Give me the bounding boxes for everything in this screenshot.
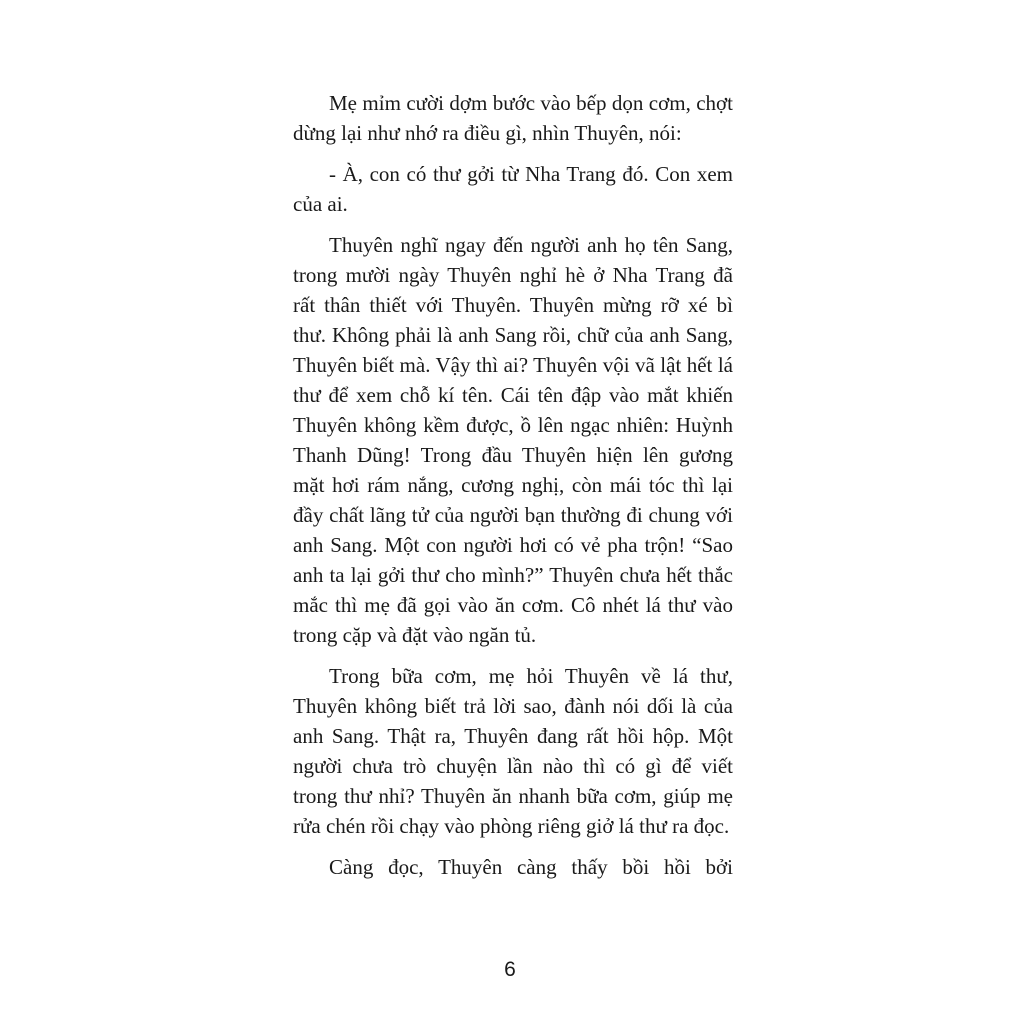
paragraph-1: Mẹ mỉm cười dợm bước vào bếp dọn cơm, chợt dừng lại như nhớ ra điều gì, nhìn Thuyên, nói: (293, 91, 733, 145)
paragraph-2: - À, con có thư gởi từ Nha Trang đó. Con xem của ai. (293, 162, 733, 216)
paragraph-5: Càng đọc, Thuyên càng thấy bồi hồi bởi (329, 855, 733, 879)
body-text (293, 88, 733, 893)
paragraph-4: Trong bữa cơm, mẹ hỏi Thuyên về lá thư, Thuyên không biết trả lời sao, đành nói dối là của anh Sang. Thật ra, Thuyên đang rất hồi hộp. Một người chưa trò chuyện lần nào thì có gì để viết trong thư nhỉ? Thuyên ăn nhanh bữa cơm, giúp mẹ rửa chén rồi chạy vào phòng riêng giở lá thư ra đọc. (293, 664, 733, 838)
page-number: 6 (504, 958, 516, 981)
paragraph-3: Thuyên nghĩ ngay đến người anh họ tên Sang, trong mười ngày Thuyên nghỉ hè ở Nha Trang đã rất thân thiết với Thuyên. Thuyên mừng rỡ xé bì thư. Không phải là anh Sang rồi, chữ của anh Sang, Thuyên biết mà. Vậy thì ai? Thuyên vội vã lật hết lá thư để xem chỗ kí tên. Cái tên đập vào mắt khiến Thuyên không kềm được, ồ lên ngạc nhiên: Huỳnh Thanh Dũng! Trong đầu Thuyên hiện lên gương mặt hơi rám nắng, cương nghị, còn mái tóc thì lại đầy chất lãng tử của người bạn thường đi chung với anh Sang. Một con người hơi có vẻ pha trộn! “Sao anh ta lại gởi thư cho mình?” Thuyên chưa hết thắc mắc thì mẹ đã gọi vào ăn cơm. Cô nhét lá thư vào trong cặp và đặt vào ngăn tủ. (293, 233, 733, 647)
